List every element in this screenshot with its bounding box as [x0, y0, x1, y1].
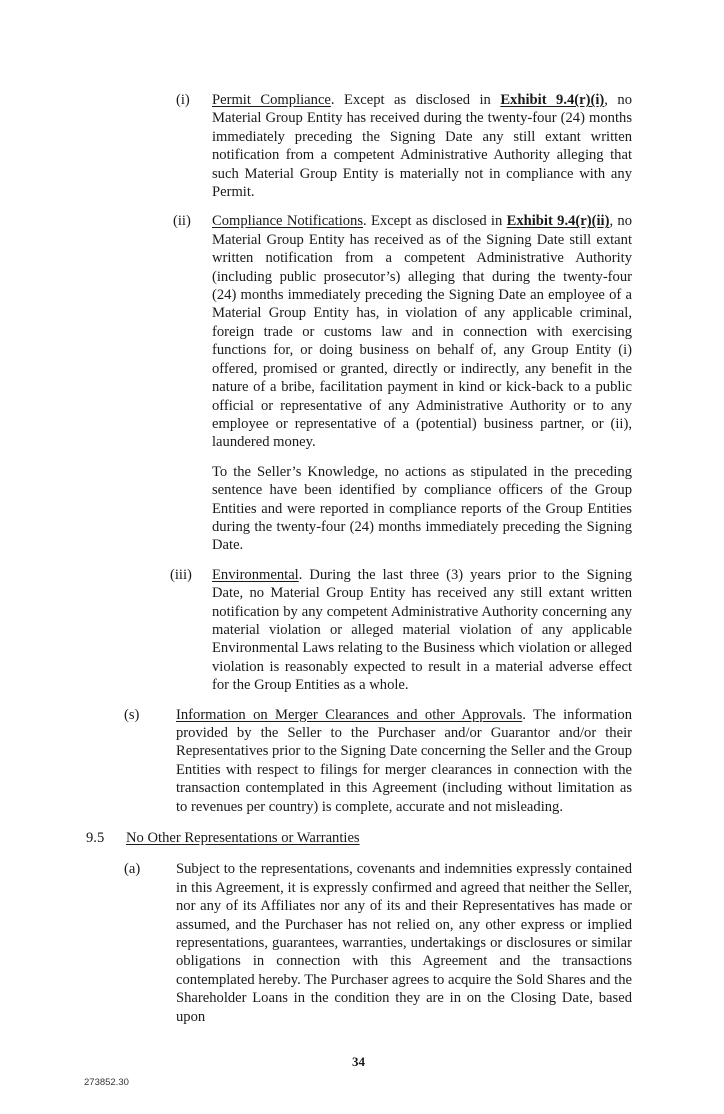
item-ii-knowledge-paragraph: To the Seller’s Knowledge, no actions as stipulated in the preceding sentence have been identified by compliance officers of the Group Entities and were reported in compliance reports of the Group Entities during the twenty-four (24) months immediately preceding the Signing Date.: [212, 463, 632, 554]
item-s-paragraph: [176, 706, 632, 816]
page-footer: [0, 1054, 724, 1114]
item-ii-text-after: , no Material Group Entity has received as of the Signing Date still extant written notification from a competent Administrative Authority (including public prosecutor’s) alleging that during the twenty-four (24) months immediately preceding the Signing Date an employee of a Material Group Entity has, in violation of any applicable criminal, foreign trade or customs law and in connection with exercising functions for, or doing business on behalf of, any Group Entity (i) offered, promised or granted, directly or indirectly, any benefit in the nature of a bribe, facilitation payment in kind or kick-back to a public official or representative of any Administrative Authority or to any employee or representative of a (potential) business partner, or (ii), laundered money.: [212, 213, 632, 451]
section-9-5-number: 9.5: [86, 830, 105, 847]
item-iii-heading: Environmental: [212, 566, 299, 583]
section-9-5-a: [0, 860, 724, 1026]
document-id: 273852.30: [84, 1077, 129, 1089]
item-iii: [0, 566, 724, 695]
section-9-5-heading-text: No Other Representations or Warranties: [126, 830, 360, 847]
item-ii-label: (ii): [173, 213, 191, 230]
item-i-heading: Permit Compliance: [212, 92, 331, 108]
item-iii-paragraph: [212, 566, 632, 695]
item-i-label: (i): [176, 92, 190, 108]
item-s: [0, 706, 724, 816]
item-ii: [0, 212, 724, 451]
exhibit-reference-ii: Exhibit 9.4(r)(ii): [506, 213, 610, 230]
item-i-text-after: , no Material Group Entity has received during the twenty-four (24) months immediately preceding the Signing Date any still extant written notification from a competent Administrative Authority alleging that such Material Group Entity is materially not in compliance with any Permit.: [212, 92, 632, 201]
item-ii-heading: Compliance Notifications: [212, 213, 364, 230]
item-iii-label: (iii): [170, 566, 192, 583]
item-iii-text-after: . During the last three (3) years prior to the Signing Date, no Material Group Entity has received any still extant written notification by any competent Administrative Authority concerning any material violation or alleged material violation of any applicable Environmental Laws relating to the Business which violation or alleged violation is reasonably expected to result in a material adverse effect for the Group Entities as a whole.: [212, 566, 632, 694]
item-s-text-after: . The information provided by the Seller to the Purchaser and/or Guarantor and/or their Representatives prior to the Signing Date concerning the Seller and the Group Entities with respect to filings for merger clearances in connection with the transaction contemplated in this Agreement (including without limitation as to revenues per country) is complete, accurate and not misleading.: [176, 706, 632, 815]
item-s-heading: Information on Merger Clearances and other Approvals: [176, 706, 523, 723]
item-ii-knowledge: [0, 463, 724, 555]
item-s-label: (s): [124, 706, 140, 723]
section-9-5-heading: [126, 829, 632, 847]
item-i-text-before: . Except as disclosed in: [330, 92, 501, 108]
item-i: [0, 91, 724, 201]
item-ii-text-before: . Except as disclosed in: [363, 213, 507, 230]
section-9-5-a-paragraph: Subject to the representations, covenants and indemnities expressly contained in this Agreement, it is expressly confirmed and agreed that neither the Seller, nor any of its Affiliates nor any of its and their Representatives has made or assumed, and the Purchaser has not relied on, any other express or implied representations, guarantees, warranties, undertakings or disclosures or similar obligations in connection with this Agreement and the transactions contemplated hereby. The Purchaser agrees to acquire the Sold Shares and the Shareholder Loans in the condition they are in on the Closing Date, based upon: [176, 861, 632, 1025]
exhibit-reference-i: Exhibit 9.4(r)(i): [500, 92, 605, 108]
page-number: 34: [352, 1054, 365, 1070]
section-9-5: [0, 829, 724, 847]
section-9-5-a-label: (a): [124, 861, 141, 878]
item-ii-paragraph: [212, 212, 632, 451]
item-i-paragraph: [212, 91, 632, 201]
